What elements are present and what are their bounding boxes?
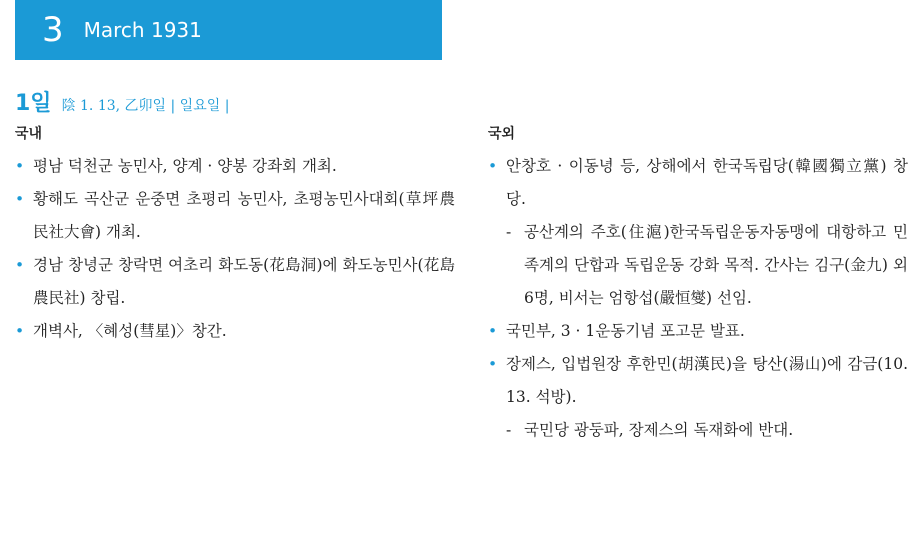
foreign-entry-list: [488, 150, 908, 447]
foreign-entry-3: • 장제스, 입법원장 후한민(胡漢民)을 탕산(湯山)에 감금(10. 13. 석방).: [488, 348, 908, 414]
month-banner: [15, 0, 442, 60]
month-label: March 1931: [83, 18, 202, 42]
foreign-subentry-1: - 공산계의 주호(住滬)한국독립운동자동맹에 대항하고 민족계의 단합과 독립운동 강화 목적. 간사는 김구(金九) 외 6명, 비서는 엄항섭(嚴恒燮) 선임.: [488, 216, 908, 315]
foreign-heading: 국외: [488, 126, 516, 142]
day-number: 1일: [15, 91, 52, 116]
foreign-section: [488, 124, 908, 447]
lunar-date-weekday: 陰 1. 13, 乙卯일 | 일요일 |: [61, 98, 230, 114]
domestic-heading: 국내: [15, 126, 43, 142]
date-line: [15, 86, 229, 117]
domestic-entry-2: • 황해도 곡산군 운중면 초평리 농민사, 초평농민사대회(草坪農民社大會) 개최.: [15, 183, 455, 249]
domestic-entry-3: • 경남 창녕군 창락면 여초리 화도동(花島洞)에 화도농민사(花島農民社) 창립.: [15, 249, 455, 315]
domestic-entry-list: [15, 150, 455, 348]
domestic-entry-4: • 개벽사, 〈혜성(彗星)〉창간.: [15, 315, 455, 348]
foreign-entry-1: • 안창호 · 이동녕 등, 상해에서 한국독립당(韓國獨立黨) 창당.: [488, 150, 908, 216]
foreign-subentry-2: - 국민당 광둥파, 장제스의 독재화에 반대.: [488, 414, 908, 447]
month-number: 3: [42, 10, 64, 50]
foreign-entry-2: • 국민부, 3 · 1운동기념 포고문 발표.: [488, 315, 908, 348]
domestic-section: [15, 124, 455, 348]
domestic-entry-1: • 평남 덕천군 농민사, 양계 · 양봉 강좌회 개최.: [15, 150, 455, 183]
